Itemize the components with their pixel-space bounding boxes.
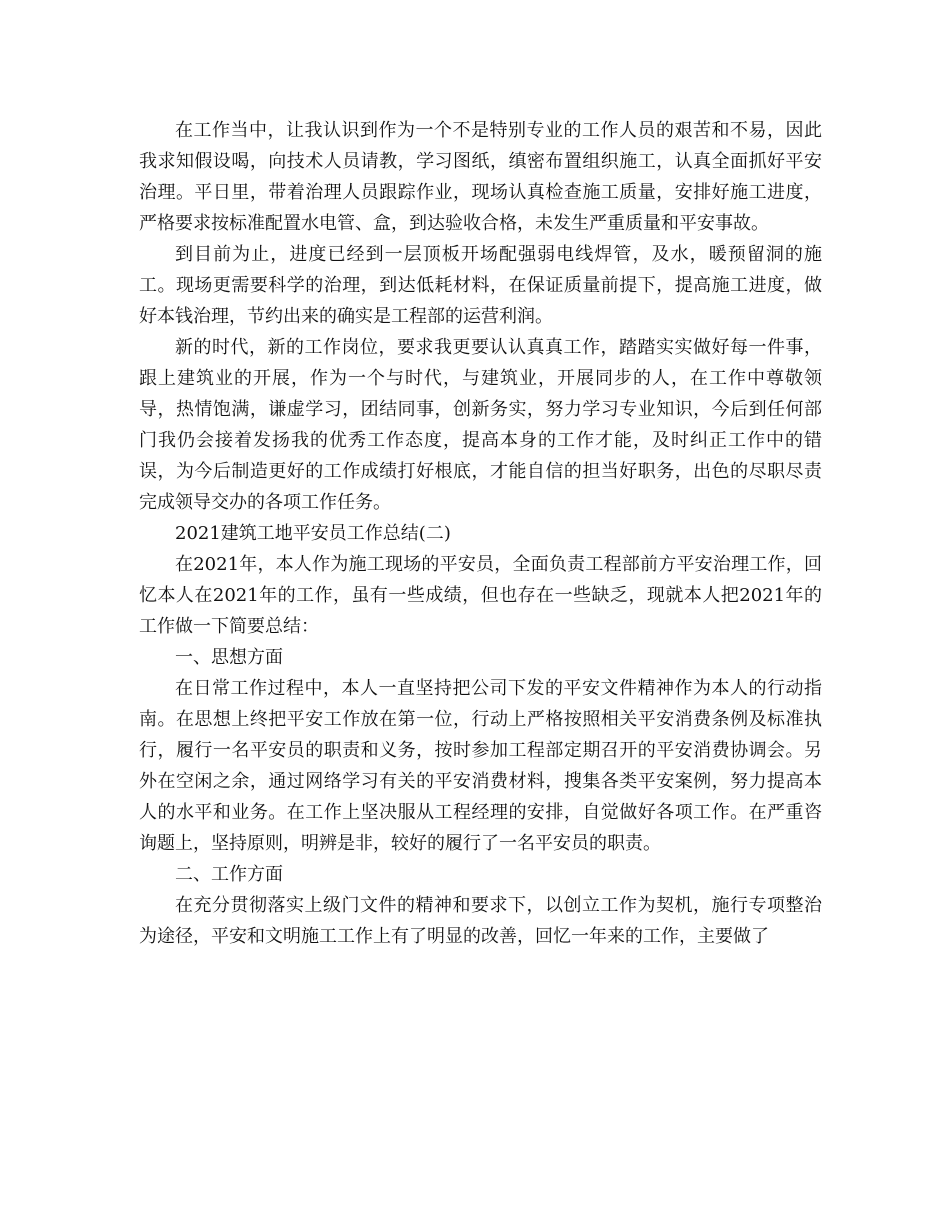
paragraph-intro-2021: 在2021年，本人作为施工现场的平安员，全面负责工程部前方平安治理工作，回忆本人在2021年的工作，虽有一些成绩，但也存在一些缺乏，现就本人把2021年的工作做一下简要总结： xyxy=(139,554,822,637)
heading-work: 二、工作方面 xyxy=(175,864,283,885)
paragraph-work: 在充分贯彻落实上级门文件的精神和要求下，以创立工作为契机，施行专项整治为途径，平安和文明施工工作上有了明显的改善，回忆一年来的工作，主要做了 xyxy=(139,895,822,947)
section-title: 2021建筑工地平安员工作总结(二) xyxy=(175,523,451,544)
heading-thought: 一、思想方面 xyxy=(175,647,283,668)
paragraph-work-experience: 在工作当中，让我认识到作为一个不是特别专业的工作人员的艰苦和不易，因此我求知假设喝，向技术人员请教，学习图纸，缜密布置组织施工，认真全面抓好平安治理。平日里，带着治理人员跟踪作业，现场认真检查施工质量，安排好施工进度，严格要求按标准配置水电管、盒，到达验收合格，未发生严重质量和平安事故。 xyxy=(139,120,822,234)
paragraph-thought: 在日常工作过程中，本人一直坚持把公司下发的平安文件精神作为本人的行动指南。在思想上终把平安工作放在第一位，行动上严格按照相关平安消费条例及标准执行，履行一名平安员的职责和义务，按时参加工程部定期召开的平安消费协调会。另外在空闲之余，通过网络学习有关的平安消费材料，搜集各类平安案例，努力提高本人的水平和业务。在工作上坚决服从工程经理的安排，自觉做好各项工作。在严重咨询题上，坚持原则，明辨是非，较好的履行了一名平安员的职责。 xyxy=(139,678,822,854)
paragraph-progress: 到目前为止，进度已经到一层顶板开场配强弱电线焊管，及水，暖预留洞的施工。现场更需要科学的治理，到达低耗材料，在保证质量前提下，提高施工进度，做好本钱治理，节约出来的确实是工程部的运营利润。 xyxy=(139,244,822,327)
paragraph-new-era: 新的时代，新的工作岗位，要求我更要认认真真工作，踏踏实实做好每一件事，跟上建筑业的开展，作为一个与时代，与建筑业，开展同步的人，在工作中尊敬领导，热情饱满，谦虚学习，团结同事，创新务实，努力学习专业知识，今后到任何部门我仍会接着发扬我的优秀工作态度，提高本身的工作才能，及时纠正工作中的错误，为今后制造更好的工作成绩打好根底，才能自信的担当好职务，出色的尽职尽责完成领导交办的各项工作任务。 xyxy=(139,337,822,513)
